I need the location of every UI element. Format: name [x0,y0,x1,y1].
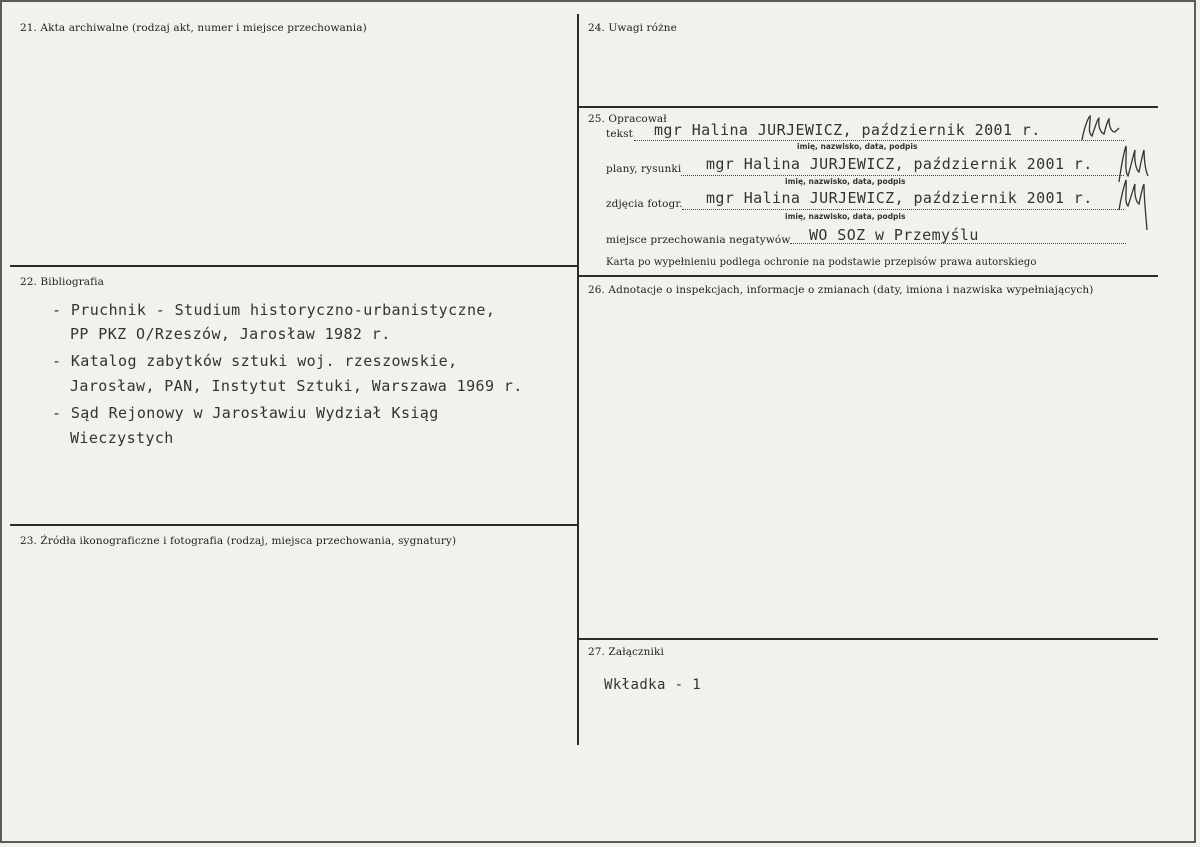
divider-22-23 [10,524,577,526]
column-divider [577,14,579,745]
section-21-label: 21. Akta archiwalne (rodzaj akt, numer i miejsce przechowania) [20,22,367,34]
plany-value: mgr Halina JURJEWICZ, październik 2001 r. [706,155,1093,173]
plany-line [681,175,1124,176]
plany-caption: imię, nazwisko, data, podpis [785,177,906,186]
zdjecia-value: mgr Halina JURJEWICZ, październik 2001 r. [706,189,1093,207]
tekst-line [634,140,1124,141]
signature-zdjecia [1116,176,1150,232]
section-25-label: 25. Opracował [588,113,667,125]
plany-label: plany, rysunki [606,163,682,175]
bibliography-item-3-line2: Wieczystych [70,429,174,447]
zdjecia-label: zdjęcia fotogr. [606,198,683,210]
divider-24-25 [579,106,1158,108]
tekst-label: tekst [606,128,633,140]
zdjecia-caption: imię, nazwisko, data, podpis [785,212,906,221]
bibliography-item-2-line1: - Katalog zabytków sztuki woj. rzeszowskie, [52,352,458,370]
section-27-label: 27. Załączniki [588,646,664,658]
tekst-caption: imię, nazwisko, data, podpis [797,142,918,151]
signature-tekst [1078,112,1122,144]
zdjecia-line [682,209,1124,210]
section-23-label: 23. Źródła ikonograficzne i fotografia (rodzaj, miejsca przechowania, sygnatury) [20,535,457,547]
bibliography-item-2-line2: Jarosław, PAN, Instytut Sztuki, Warszawa 1969 r. [70,377,523,395]
negatywy-value: WO SOZ w Przemyślu [809,226,979,244]
section-22-label: 22. Bibliografia [20,276,104,288]
divider-26-27 [579,638,1158,640]
divider-25-26 [579,275,1158,277]
tekst-value: mgr Halina JURJEWICZ, październik 2001 r. [654,121,1041,139]
divider-21-22 [10,265,577,267]
negatywy-label: miejsce przechowania negatywów [606,234,791,246]
bibliography-item-3-line1: - Sąd Rejonowy w Jarosławiu Wydział Ksiąg [52,404,439,422]
bibliography-item-1-line2: PP PKZ O/Rzeszów, Jarosław 1982 r. [70,325,391,343]
attachments-value: Wkładka - 1 [604,677,702,693]
bibliography-item-1-line1: - Pruchnik - Studium historyczno-urbanistyczne, [52,301,496,319]
copyright-note: Karta po wypełnieniu podlega ochronie na podstawie przepisów prawa autorskiego [606,257,1037,268]
section-26-label: 26. Adnotacje o inspekcjach, informacje o zmianach (daty, imiona i nazwiska wypełniających) [588,284,1094,296]
section-24-label: 24. Uwagi różne [588,22,677,34]
